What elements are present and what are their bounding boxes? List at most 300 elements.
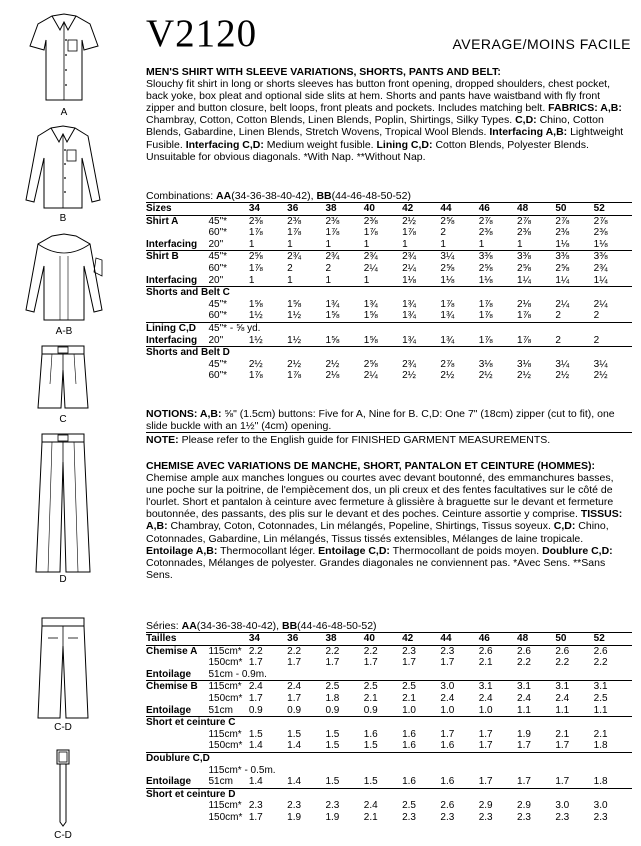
fr-cell (555, 717, 593, 729)
en-cell: 1⅞ (248, 227, 263, 239)
en-cell: 1¼ (593, 274, 608, 286)
en-cell (440, 322, 478, 334)
tissus-ab: Chambray, Coton, Cotonnades, Lin mélangés, Popeline, Shirtings, Tissus soyeux. (170, 520, 551, 533)
en-cell (287, 347, 325, 359)
en-cell: 1½ (287, 334, 302, 346)
fr-cell: 1.9 (287, 811, 302, 823)
en-row-width: 60"* (208, 310, 228, 322)
en-row-width: 45"* (209, 251, 249, 263)
fr-cell: 1.5 (248, 728, 263, 740)
en-cell: 1 (402, 238, 408, 250)
divider (146, 432, 632, 433)
fr-cell: 2.9 (478, 800, 493, 812)
fr-cell: 1.8 (593, 740, 608, 752)
fr-row-label (146, 657, 209, 669)
en-cell: 2⅞ (479, 215, 517, 227)
fr-cell: 1.7 (248, 811, 263, 823)
fr-cell: 2.2 (325, 645, 363, 657)
fr-cell: 1.5 (325, 776, 340, 788)
fr-row (146, 740, 632, 752)
en-cell: 1⅞ (478, 298, 493, 310)
en-cell: 3⅜ (594, 251, 632, 263)
fr-cell: 2.3 (248, 800, 263, 812)
fr-size-44: 44 (440, 633, 478, 646)
en-cell: 1 (325, 238, 332, 250)
en-cell: 1 (440, 238, 446, 250)
fr-cell: 2.3 (402, 811, 416, 823)
en-cell: 3⅛ (478, 358, 493, 370)
fr-cell: 2.1 (363, 692, 378, 704)
fr-cell: 1.8 (593, 776, 608, 788)
interfacing-ab: Lightweight Fusible. (146, 126, 624, 151)
fr-cell (517, 669, 555, 681)
en-cell: 2¾ (364, 251, 402, 263)
en-row-label: Shirt B (146, 251, 209, 263)
series-bb: BB (282, 620, 298, 632)
en-size-38: 38 (325, 203, 363, 216)
en-cell: 2¾ (402, 251, 440, 263)
en-cell: 1¼ (555, 274, 570, 286)
en-cell: 2½ (325, 358, 340, 370)
series-aa-sizes: (34-36-38-40-42), (196, 620, 280, 632)
fr-cell: 1.1 (593, 704, 608, 716)
en-cell: 1¾ (440, 310, 455, 322)
en-row (146, 299, 632, 311)
fr-size-42: 42 (402, 633, 440, 646)
en-header-spacer (209, 203, 249, 216)
fr-row (146, 645, 632, 657)
entoilage-cd-label: Entoilage C,D: (318, 544, 390, 557)
fr-cell (364, 752, 402, 764)
fr-cell (287, 669, 325, 681)
en-cell: 1 (287, 274, 293, 286)
fr-cell: 2.4 (287, 681, 325, 693)
fr-header-row (146, 633, 632, 646)
fr-cell: 1.0 (478, 704, 493, 716)
en-cell: 2 (555, 334, 561, 346)
en-cell: 2⅜ (593, 227, 608, 239)
french-yardage-table (146, 632, 632, 824)
en-row (146, 322, 632, 334)
notions-text: ⅝" (1.5cm) buttons: Five for A, Nine for B. C,D: One 7" (18cm) zipper (cut to fit), one slide buckle with an 1½" (4cm) opening. (146, 408, 615, 432)
en-cell: 2⅛ (325, 370, 340, 382)
fr-cell: 1.6 (402, 740, 416, 752)
en-cell (287, 322, 325, 334)
en-cell: 2¼ (363, 262, 378, 274)
en-row-width: 20" (208, 334, 224, 346)
en-row (146, 227, 632, 239)
fr-row-width: 150cm* (208, 657, 243, 669)
pattern-code: V2120 (146, 12, 258, 55)
fr-cell: 1.6 (363, 728, 378, 740)
en-cell: 3⅜ (479, 251, 517, 263)
combinations-prefix: Combinations: (146, 190, 214, 202)
fr-row (146, 776, 632, 788)
fr-cell: 2.2 (555, 657, 570, 669)
en-row-label (146, 370, 209, 382)
en-cell (325, 322, 363, 334)
fr-cell: 2.5 (325, 681, 363, 693)
en-cell (555, 322, 593, 334)
fr-cell: 3.1 (594, 681, 632, 693)
tissus-cd-label: C,D: (553, 520, 576, 533)
fr-row-width: 150cm* (208, 811, 243, 823)
pants-back-drawing (34, 616, 92, 720)
fr-cell: 2.6 (440, 800, 455, 812)
en-cell: 2¼ (593, 298, 608, 310)
fr-cell: 2.3 (555, 811, 570, 823)
fr-cell (364, 788, 402, 800)
en-size-52: 52 (594, 203, 632, 216)
fr-cell (402, 717, 440, 729)
fr-cell: 2.3 (593, 811, 608, 823)
en-cell: 1 (363, 274, 370, 286)
fr-row-label (146, 800, 209, 812)
fr-cell: 2.3 (517, 811, 531, 823)
en-cell (555, 347, 593, 359)
en-row-width: 45"* (208, 358, 228, 370)
en-cell: 1⅞ (440, 298, 455, 310)
fr-cell: 2.3 (287, 800, 302, 812)
fabrics-label: FABRICS: A,B: (548, 102, 622, 115)
fr-row (146, 693, 632, 705)
en-cell: 1⅛ (478, 274, 493, 286)
combo-aa-sizes: (34-36-38-40-42), (231, 190, 314, 202)
en-cell: 2 (593, 334, 600, 346)
note-block (146, 434, 628, 446)
french-description (146, 460, 628, 581)
en-cell: 2⅞ (440, 358, 455, 370)
fr-size-40: 40 (364, 633, 402, 646)
fr-cell: 1.5 (287, 728, 302, 740)
fr-cell: 2.5 (593, 692, 608, 704)
en-cell: 2⅜ (287, 215, 325, 227)
series-line (146, 620, 632, 632)
entoilage-ab: Thermocollant léger. (220, 544, 316, 557)
shirt-b-drawing (22, 124, 104, 212)
fr-cell (364, 717, 402, 729)
illustration-column (0, 0, 140, 846)
en-cell: 1⅝ (248, 298, 263, 310)
en-sizes-label: Sizes (146, 203, 209, 216)
en-cell: 3¼ (555, 358, 570, 370)
en-cell: 1 (248, 238, 255, 250)
tissus-label: TISSUS: A,B: (146, 508, 623, 533)
en-size-40: 40 (364, 203, 402, 216)
difficulty-level: AVERAGE/MOINS FACILE (452, 36, 631, 52)
fr-row-label (146, 693, 209, 705)
fr-cell (479, 788, 517, 800)
en-cell: 1⅛ (402, 274, 416, 286)
en-cell: 2½ (517, 370, 531, 382)
fr-cell: 2.2 (287, 645, 325, 657)
fr-row (146, 752, 632, 764)
fr-cell (402, 669, 440, 681)
en-cell (402, 347, 440, 359)
fr-cell: 2.5 (364, 681, 402, 693)
english-description (146, 66, 628, 163)
en-row-label: Interfacing (146, 334, 198, 346)
en-cell: 1¾ (402, 298, 416, 310)
french-yardage-section (146, 620, 632, 824)
series-aa: AA (181, 620, 197, 632)
en-row (146, 215, 632, 227)
fr-cell: 1.7 (478, 740, 493, 752)
note-label: NOTE: (146, 434, 179, 446)
notions-block (146, 408, 628, 432)
fr-cell: 1.5 (363, 740, 378, 752)
fr-cell: 2.3 (440, 645, 478, 657)
fr-cell: 1.7 (440, 657, 455, 669)
fr-cell (517, 765, 555, 777)
fr-row-label: Chemise A (146, 645, 209, 657)
fr-cell (479, 669, 517, 681)
fabrics-cd: Chino, Cotton Blends, Gabardine, Linen Blends, Stretch Wovens, Tropical Wool Blends. (146, 114, 604, 139)
en-cell: 2¼ (555, 298, 570, 310)
fr-cell: 1.7 (478, 776, 493, 788)
fr-cell (479, 752, 517, 764)
en-row (146, 263, 632, 275)
fr-size-52: 52 (594, 633, 632, 646)
fr-row (146, 669, 632, 681)
en-cell: 2⅞ (555, 215, 593, 227)
en-cell (402, 287, 440, 299)
en-row-width: 60"* (208, 370, 228, 382)
en-cell: 2⅜ (249, 215, 287, 227)
en-cell: 1⅝ (325, 334, 340, 346)
en-cell (402, 322, 440, 334)
series-prefix: Séries: (146, 620, 179, 632)
french-heading: CHEMISE AVEC VARIATIONS DE MANCHE, SHORT, PANTALON ET CEINTURE (HOMMES): (146, 460, 595, 472)
en-cell: 1⅞ (248, 370, 263, 382)
illustration-label-d: D (59, 574, 67, 585)
en-cell: 2½ (402, 215, 440, 227)
shirt-a-drawing (28, 10, 100, 105)
en-row-label: Lining C,D (146, 322, 209, 334)
en-size-46: 46 (479, 203, 517, 216)
fr-cell: 1.1 (517, 704, 531, 716)
fr-cell: 3.0 (593, 800, 608, 812)
fr-cell: 2.3 (402, 645, 440, 657)
fr-row (146, 657, 632, 669)
fr-cell: 1.7 (555, 776, 570, 788)
doublure-text: Cotonnades, Mélanges de polyester. Grandes diagonales ne conviennent pas. *Avec Sens. **Sans Sens. (146, 556, 606, 581)
fr-row-width: 51cm - 0.9m. (208, 668, 267, 680)
fr-row (146, 681, 632, 693)
fr-cell: 1.6 (440, 776, 455, 788)
en-cell: 1½ (248, 310, 263, 322)
fr-cell: 1.9 (325, 811, 340, 823)
illustration-pants-d (34, 432, 92, 592)
fr-cell: 2.6 (594, 645, 632, 657)
entoilage-ab-label: Entoilage A,B: (146, 544, 218, 557)
en-cell: 1⅞ (402, 227, 416, 239)
fr-cell: 2.1 (402, 692, 416, 704)
fr-cell (325, 717, 363, 729)
en-cell: 2⅜ (478, 227, 493, 239)
en-cell: 2¾ (325, 251, 363, 263)
fr-cell: 3.0 (440, 681, 478, 693)
en-cell: 2⅜ (517, 227, 531, 239)
en-row (146, 347, 632, 359)
fr-cell: 2.2 (364, 645, 402, 657)
en-cell (594, 322, 632, 334)
en-cell: 1⅞ (287, 370, 302, 382)
en-cell (364, 347, 402, 359)
fr-row-width: 115cm* - 0.5m. (208, 764, 276, 776)
fr-cell: 2.2 (593, 657, 608, 669)
fr-cell: 1.4 (248, 776, 263, 788)
combo-bb: BB (316, 190, 332, 202)
en-cell (325, 347, 363, 359)
en-cell: 2 (555, 310, 561, 322)
en-cell: 1⅞ (517, 334, 531, 346)
en-cell: 1⅛ (593, 238, 608, 250)
en-row-width: 45"* (208, 298, 228, 310)
fr-cell: 1.8 (325, 692, 340, 704)
entoilage-cd: Thermocollant de poids moyen. (392, 544, 540, 557)
fr-cell (594, 752, 632, 764)
en-cell: 1½ (287, 310, 302, 322)
fr-row-label: Entoilage (146, 704, 192, 716)
fr-cell: 1.7 (517, 740, 531, 752)
en-cell: 2½ (593, 370, 608, 382)
fr-cell: 2.4 (517, 692, 531, 704)
en-row-width: 20" (208, 238, 224, 250)
fr-row-width: 115cm* (209, 681, 249, 693)
fr-cell (440, 752, 478, 764)
en-cell (325, 287, 363, 299)
fr-cell: 0.9 (248, 704, 263, 716)
fr-size-48: 48 (517, 633, 555, 646)
en-row (146, 275, 632, 287)
fr-cell: 1.7 (325, 657, 340, 669)
fr-cell (594, 717, 632, 729)
en-cell: 2½ (478, 370, 493, 382)
en-cell: 2⅝ (363, 358, 378, 370)
fr-cell: 2.1 (363, 811, 378, 823)
fr-cell (440, 788, 478, 800)
fr-cell: 2.3 (440, 811, 455, 823)
fr-cell: 2.5 (402, 681, 440, 693)
en-row (146, 287, 632, 299)
fr-row-label: Entoilage (146, 776, 192, 788)
en-row-width: 60"* (208, 227, 228, 239)
en-cell: 1⅞ (478, 334, 493, 346)
en-cell: 1¾ (363, 298, 378, 310)
en-cell: 1 (287, 238, 293, 250)
fr-row (146, 812, 632, 824)
fr-row-label: Doublure C,D (146, 752, 287, 764)
en-cell: 1½ (248, 334, 263, 346)
en-cell: 2½ (555, 370, 570, 382)
fr-cell: 3.1 (517, 681, 555, 693)
en-row-label: Shorts and Belt D (146, 347, 287, 359)
en-cell: 2⅝ (555, 262, 570, 274)
en-cell: 3¼ (440, 251, 478, 263)
fr-row-label (146, 812, 209, 824)
fr-cell: 1.7 (248, 657, 263, 669)
fr-cell (287, 717, 325, 729)
en-row-width: 45"* - ⅝ yd. (209, 322, 288, 334)
en-row-label (146, 310, 209, 322)
fr-cell: 2.1 (555, 728, 570, 740)
en-row-label (146, 227, 209, 239)
fr-cell (402, 765, 440, 777)
fr-row (146, 788, 632, 800)
en-row (146, 310, 632, 322)
en-cell: 1 (517, 238, 523, 250)
en-cell: 2⅜ (325, 215, 363, 227)
en-cell (594, 347, 632, 359)
fr-cell: 1.5 (363, 776, 378, 788)
shorts-c-drawing (36, 344, 90, 412)
en-cell: 1⅛ (440, 274, 455, 286)
en-cell (479, 347, 517, 359)
fr-cell (287, 765, 325, 777)
combo-bb-sizes: (44-46-48-50-52) (331, 190, 411, 202)
combo-aa: AA (216, 190, 232, 202)
illustration-label-a: A (60, 107, 68, 118)
en-cell (440, 347, 478, 359)
illustration-label-cd-pants: C-D (54, 722, 72, 733)
illustration-shorts-c (36, 344, 90, 428)
fr-cell (479, 717, 517, 729)
illustration-label-c: C (59, 414, 67, 425)
fr-cell: 1.7 (440, 728, 455, 740)
fr-cell: 1.1 (555, 704, 570, 716)
fr-cell: 1.5 (325, 728, 340, 740)
fr-row-width: 51cm (208, 776, 233, 788)
fr-header-spacer (209, 633, 249, 646)
en-cell (479, 322, 517, 334)
fr-row-width: 51cm (208, 704, 233, 716)
fr-cell (325, 765, 363, 777)
en-cell: 1⅝ (325, 310, 340, 322)
en-cell: 2 (440, 227, 446, 239)
en-cell: 2½ (402, 370, 416, 382)
en-cell (440, 287, 478, 299)
fr-cell (517, 752, 555, 764)
en-cell: 2⅛ (517, 298, 531, 310)
fr-sizes-label: Tailles (146, 633, 209, 646)
fr-cell: 2.4 (249, 681, 287, 693)
fr-cell (325, 752, 363, 764)
fabrics-ab: Chambray, Cotton, Cotton Blends, Linen Blends, Poplin, Shirtings, Silky Types. (146, 114, 513, 127)
fr-cell: 0.9 (287, 704, 302, 716)
fr-cell (440, 765, 478, 777)
english-yardage-section (146, 190, 632, 382)
french-description-text: Chemise ample aux manches longues ou courtes avec devant boutonné, des emmanchures basses, une poche sur la poitrine, de l'empiècement dos, un pli creux et des fentes facultatives sur le côté de l'ourlet. Short et pantalon à ceinture avec fermeture à glissière à braguette sur le devant et fermeture boutonnée, des passants, des plis sur le devant et des poches. Ceinture assortie y comprise. (146, 472, 614, 521)
en-cell: 1⅞ (363, 227, 378, 239)
en-row (146, 335, 632, 347)
fr-row-width: 115cm* (208, 800, 242, 812)
en-row-label: Shirt A (146, 215, 209, 227)
en-cell: 1¾ (440, 334, 455, 346)
en-size-50: 50 (555, 203, 593, 216)
en-row-label: Interfacing (146, 238, 198, 250)
en-cell: 3⅜ (517, 251, 555, 263)
fr-size-36: 36 (287, 633, 325, 646)
fr-cell: 2.3 (325, 800, 340, 812)
en-cell (364, 287, 402, 299)
fr-row-label: Chemise B (146, 681, 209, 693)
en-cell: 2⅝ (249, 251, 287, 263)
pants-d-drawing (34, 432, 92, 574)
fr-cell (555, 765, 593, 777)
notions-label: NOTIONS: A,B: (146, 408, 222, 420)
fr-row-label (146, 729, 209, 741)
